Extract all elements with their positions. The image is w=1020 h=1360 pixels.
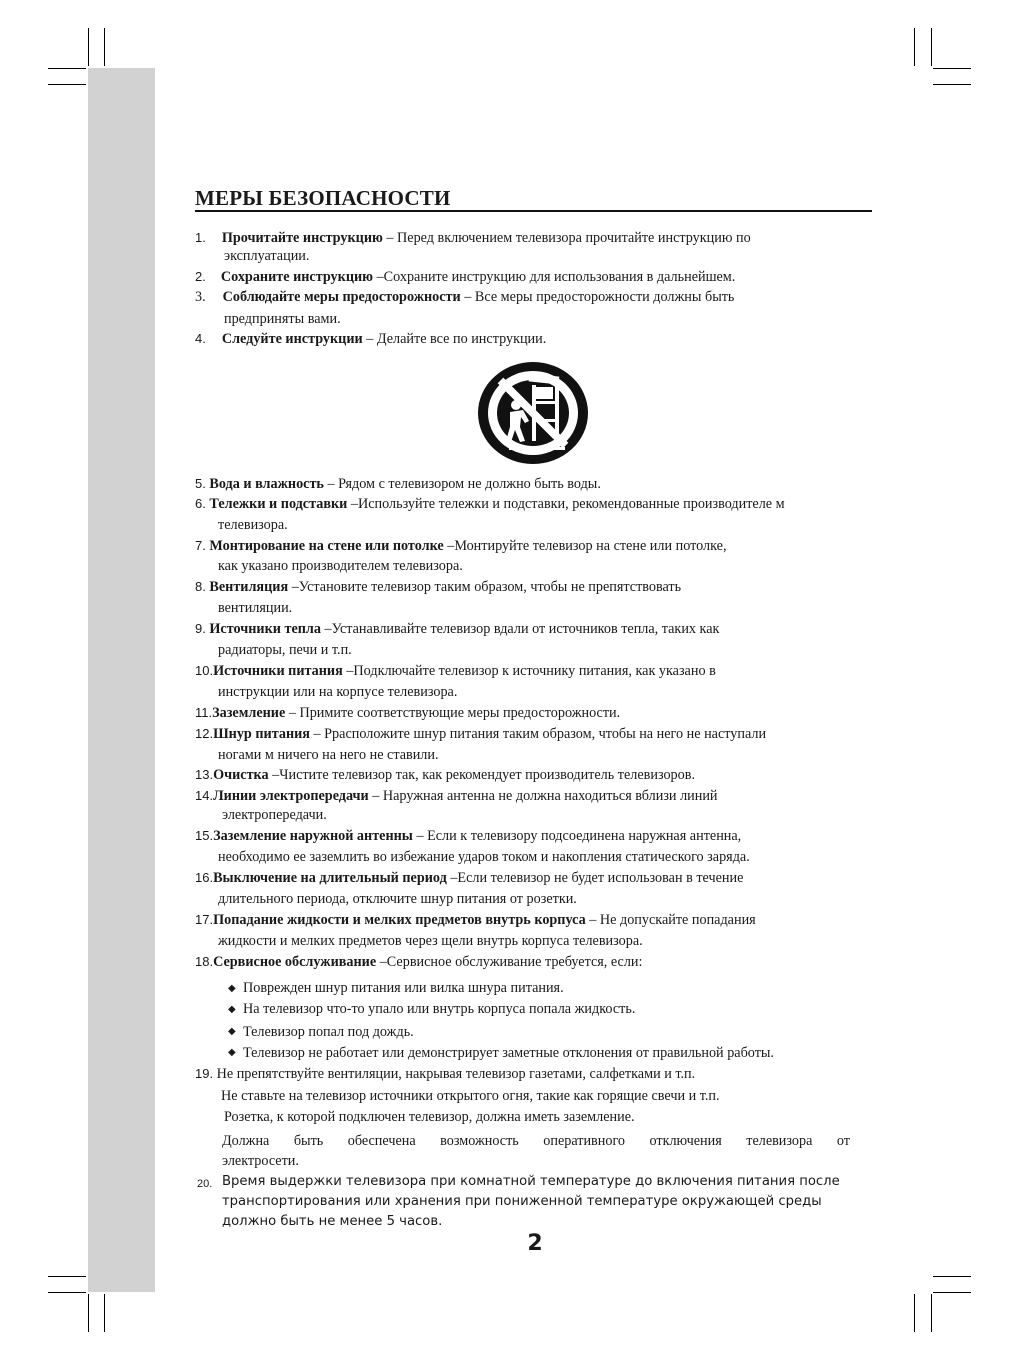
list-item: 3. Соблюдайте меры предосторожности – Все меры предосторожности должны быть [195,289,735,305]
left-margin-band [88,68,155,1292]
list-item: 12.Шнур питания – Ррасположите шнур питания таким образом, чтобы на него не наступали [195,726,767,742]
list-item-continuation: вентиляции. [218,600,293,616]
list-item: 17.Попадание жидкости и мелких предметов внутрь корпуса – Не допускайте попадания [195,912,756,928]
list-item-continuation: жидкости и мелких предметов через щели внутрь корпуса телевизора. [218,933,643,949]
list-item: 15.Заземление наружной антенны – Если к телевизору подсоединена наружная антенна, [195,828,742,844]
list-item-continuation: ногами м ничего на него не ставили. [218,747,439,763]
list-item-continuation: телевизора. [218,517,288,533]
list-item-continuation: должно быть не менее 5 часов. [222,1214,443,1229]
list-item-continuation: электропередачи. [222,807,327,823]
bullet-item: На телевизор что-то упало или внутрь корпуса попала жидкость. [243,1001,636,1017]
list-item: 20. [197,1178,213,1190]
list-item: 6. Тележки и подставки –Используйте тележки и подставки, рекомендованные производителе м [195,496,785,512]
list-item-continuation: как указано производителем телевизора. [218,558,463,574]
list-item: 14.Линии электропередачи – Наружная антенна не должна находиться вблизи линий [195,788,718,804]
bullet-icon: ◆ [228,1004,236,1015]
list-item-continuation: необходимо ее заземлить во избежание ударов током и накопления статического заряда. [218,849,750,865]
list-item: 13.Очистка –Чистите телевизор так, как рекомендует производитель телевизоров. [195,767,695,783]
title-underline [195,210,872,212]
list-item: 1. Прочитайте инструкцию – Перед включением телевизора прочитайте инструкцию по [195,230,751,246]
bullet-item: Телевизор попал под дождь. [243,1024,414,1040]
list-item-continuation: длительного периода, отключите шнур питания от розетки. [218,891,577,907]
list-item: 5. Вода и влажность – Рядом с телевизором не должно быть воды. [195,476,601,492]
list-item-justified: Должна быть обеспечена возможность оперативного отключения телевизора от [222,1133,850,1149]
list-item: 18.Сервисное обслуживание –Сервисное обслуживание требуется, если: [195,954,643,970]
list-item-continuation: эксплуатации. [224,248,310,264]
list-item: 4. Следуйте инструкции – Делайте все по инструкции. [195,331,547,347]
list-item: 9. Источники тепла –Устанавливайте телевизор вдали от источников тепла, таких как [195,621,720,637]
list-item: 7. Монтирование на стене или потолке –Монтируйте телевизор на стене или потолке, [195,538,727,554]
list-item: 2. Сохраните инструкцию –Сохраните инструкцию для использования в дальнейшем. [195,269,736,285]
list-item: 11.Заземление – Примите соответствующие меры предосторожности. [195,705,621,721]
list-item-continuation: предприняты вами. [224,311,341,327]
bullet-item: Телевизор не работает или демонстрирует заметные отклонения от правильной работы. [243,1045,774,1061]
list-item-continuation: транспортирования или хранения при пониженной температуре окружающей среды [222,1194,822,1209]
cart-tipover-warning-icon [477,361,589,467]
list-item: 16.Выключение на длительный период –Если телевизор не будет использован в течение [195,870,744,886]
page-title: МЕРЫ БЕЗОПАСНОСТИ [195,186,451,210]
page-number: 2 [527,1231,543,1256]
bullet-icon: ◆ [228,1026,236,1037]
bullet-icon: ◆ [228,983,236,994]
list-item-continuation: Розетка, к которой подключен телевизор, должна иметь заземление. [224,1109,635,1125]
bullet-item: Поврежден шнур питания или вилка шнура питания. [243,980,564,996]
list-item: 19. Не препятствуйте вентиляции, накрывая телевизор газетами, салфетками и т.п. [195,1066,696,1082]
list-item-continuation: электросети. [222,1153,299,1169]
list-item: 10.Источники питания –Подключайте телевизор к источнику питания, как указано в [195,663,716,679]
list-item-text: Время выдержки телевизора при комнатной температуре до включения питания после [222,1174,840,1189]
list-item: 8. Вентиляция –Установите телевизор таким образом, чтобы не препятствовать [195,579,682,595]
list-item-continuation: радиаторы, печи и т.п. [218,642,352,658]
list-item-continuation: инструкции или на корпусе телевизора. [218,684,458,700]
list-item-continuation: Не ставьте на телевизор источники открытого огня, такие как горящие свечи и т.п. [221,1088,720,1104]
bullet-icon: ◆ [228,1047,236,1058]
